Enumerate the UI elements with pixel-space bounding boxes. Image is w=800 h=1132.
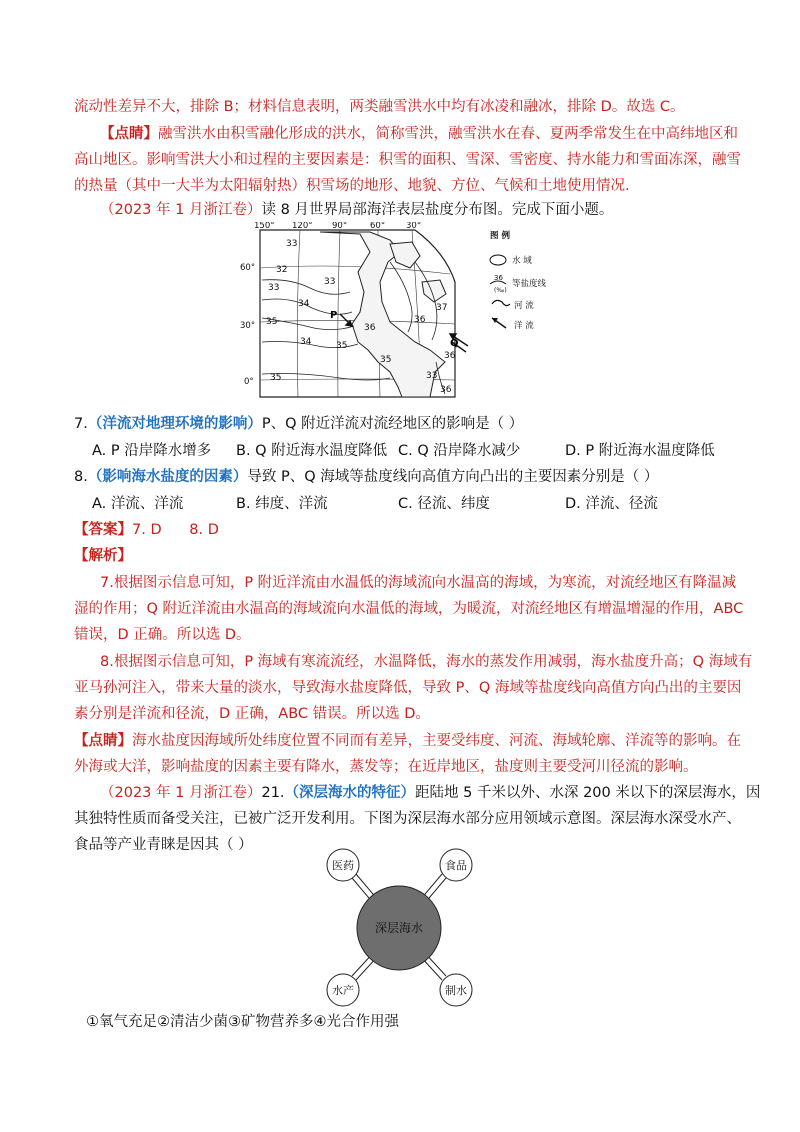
q8-topic: （影响海水盐度的因素） xyxy=(87,469,248,485)
legend-water: 水 域 xyxy=(512,256,532,266)
q7-8-header xyxy=(100,200,613,220)
intro-dianjing xyxy=(100,124,738,144)
dianjing-text-1: 融雪洪水由积雪融化形成的洪水，简称雪洪，融雪洪水在春、夏两季常发生在中高纬地区和 xyxy=(158,126,738,142)
lon-label: 60° xyxy=(370,222,386,231)
dianjing-2-line-1: 海水盐度因海域所处纬度位置不同而有差异，主要受纬度、河流、海域轮廓、洋流等的影响。在 xyxy=(132,733,741,749)
salinity-map xyxy=(240,222,570,410)
deep-sea-water-diagram xyxy=(310,848,490,1008)
q21-num: 21. xyxy=(261,785,285,801)
q21-source: （2023 年 1 月浙江卷） xyxy=(100,785,262,801)
iso-label: 36 xyxy=(444,351,456,361)
intro-dianjing-3: 的热量（其中一大半为太阳辐射热）积雪场的地形、地貌、方位、气候和土地使用情况. xyxy=(74,178,630,194)
analysis8-line-2: 亚马孙河注入，带来大量的淡水，导致海水盐度降低，导致 P、Q 海域等盐度线向高值方向凸出的主要因 xyxy=(74,680,742,696)
analysis8-line-3: 素分别是洋流和径流，D 正确，ABC 错误。所以选 D。 xyxy=(74,706,430,722)
q8-text: 导致 P、Q 海域等盐度线向高值方向凸出的主要因素分别是（ ） xyxy=(247,469,659,485)
legend-river: 河 流 xyxy=(514,301,534,311)
center-label: 深层海水 xyxy=(374,921,424,935)
q21-text-1: 距陆地 5 千米以外、水深 200 米以下的深层海水，因 xyxy=(415,785,761,801)
dianjing-2-line-2: 外海或大洋，影响盐度的因素主要有降水，蒸发等；在近岸地区，盐度则主要受河川径流的影响。 xyxy=(74,759,698,775)
q7-text: P、Q 附近洋流对流经地区的影响是（ ） xyxy=(261,416,524,432)
q8-stem xyxy=(74,467,658,487)
map-legend xyxy=(490,230,547,331)
q7-option-d: D. P 附近海水温度降低 xyxy=(565,443,715,459)
node-medicine-label: 医药 xyxy=(332,859,354,872)
iso-label: 35 xyxy=(270,373,282,383)
iso-label: 33 xyxy=(286,239,298,249)
legend-isoline: 等盐度线 xyxy=(512,279,547,289)
q7-option-c: C. Q 沿岸降水减少 xyxy=(398,443,521,459)
intro-line-1: 流动性差异不大，排除 B；材料信息表明，两类融雪洪水中均有冰凌和融冰，排除 D。故选 C。 xyxy=(74,99,685,115)
q7-topic: （洋流对地理环境的影响） xyxy=(87,416,262,432)
iso-label: 33 xyxy=(268,283,280,293)
lat-label: 30° xyxy=(240,321,256,331)
lon-label: 150° xyxy=(254,222,275,231)
iso-label: 35 xyxy=(336,341,348,351)
q21-choices: ①氧气充足②清洁少菌③矿物营养多④光合作用强 xyxy=(86,1014,399,1030)
water-area-icon xyxy=(490,255,506,265)
analysis-tag: 【解析】 xyxy=(74,548,132,564)
q21-stem xyxy=(100,783,760,803)
iso-label: 36 xyxy=(414,315,426,325)
lat-label: 0° xyxy=(244,377,254,387)
answer-line xyxy=(74,520,219,540)
lon-label: 90° xyxy=(332,222,348,231)
node-water-making-label: 制水 xyxy=(445,984,467,997)
point-q: Q xyxy=(450,338,459,349)
iso-label: 35 xyxy=(266,317,278,327)
dianjing-2 xyxy=(74,731,741,751)
lon-label: 120° xyxy=(292,222,313,231)
q7-num: 7. xyxy=(74,416,88,432)
iso-label: 32 xyxy=(276,265,288,275)
iso-label: 36 xyxy=(440,385,452,395)
analysis7-line-1: 7.根据图示信息可知，P 附近洋流由水温低的海域流向水温高的海域，为寒流，对流经地区有降温减 xyxy=(100,575,737,591)
intro-dianjing-2: 高山地区。影响雪洪大小和过程的主要因素是：积雪的面积、雪深、雪密度、持水能力和雪面冻深，融雪 xyxy=(74,152,741,168)
iso-label: 37 xyxy=(436,303,448,313)
iso-label: 33 xyxy=(426,371,438,381)
dianjing-tag: 【点睛】 xyxy=(100,126,158,142)
q21-text-3: 食品等产业青睐是因其（ ） xyxy=(74,837,253,853)
river-icon xyxy=(492,300,510,305)
q8-option-a: A. 洋流、洋流 xyxy=(92,496,184,512)
q7-8-stem: 读 8 月世界局部海洋表层盐度分布图。完成下面小题。 xyxy=(261,202,614,218)
q21-text-2: 其独特性质而备受关注，已被广泛开发利用。下图为深层海水部分应用领域示意图。深层海水深受水产、 xyxy=(74,811,741,827)
iso-label: 33 xyxy=(324,277,336,287)
iso-label: 34 xyxy=(300,337,312,347)
legend-iso-unit: (‰) xyxy=(494,287,507,294)
q7-option-b: B. Q 附近海水温度降低 xyxy=(236,443,388,459)
q7-stem xyxy=(74,414,523,434)
iso-label: 35 xyxy=(380,355,392,365)
q7-8-source: （2023 年 1 月浙江卷） xyxy=(100,202,262,218)
point-p: P xyxy=(330,310,338,321)
lon-label: 30° xyxy=(406,222,422,231)
dianjing-2-tag: 【点睛】 xyxy=(74,733,132,749)
iso-label: 34 xyxy=(298,299,310,309)
q8-num: 8. xyxy=(74,469,88,485)
legend-current: 洋 流 xyxy=(514,321,534,331)
answer-value: 7. D 8. D xyxy=(132,522,219,538)
answer-tag: 【答案】 xyxy=(74,522,132,538)
analysis7-line-2: 湿的作用；Q 附近洋流由水温高的海域流向水温低的海域，为暖流，对流经地区有增温增湿的作用，ABC xyxy=(74,601,744,617)
lat-label: 60° xyxy=(240,263,256,273)
q8-option-b: B. 纬度、洋流 xyxy=(236,496,328,512)
legend-iso-value: 36 xyxy=(494,274,503,282)
q21-topic: （深层海水的特征） xyxy=(284,785,416,801)
node-food-label: 食品 xyxy=(445,859,467,872)
legend-title: 图 例 xyxy=(490,231,510,241)
q8-option-d: D. 洋流、径流 xyxy=(565,496,658,512)
analysis8-line-1: 8.根据图示信息可知，P 海域有寒流流经，水温降低，海水的蒸发作用减弱，海水盐度升高；Q 海域有 xyxy=(100,654,753,670)
analysis7-line-3: 错误，D 正确。所以选 D。 xyxy=(74,627,251,643)
q7-option-a: A. P 沿岸降水增多 xyxy=(92,443,212,459)
iso-label: 36 xyxy=(364,323,376,333)
node-aquatic-label: 水产 xyxy=(332,984,354,997)
q8-option-c: C. 径流、纬度 xyxy=(398,496,490,512)
